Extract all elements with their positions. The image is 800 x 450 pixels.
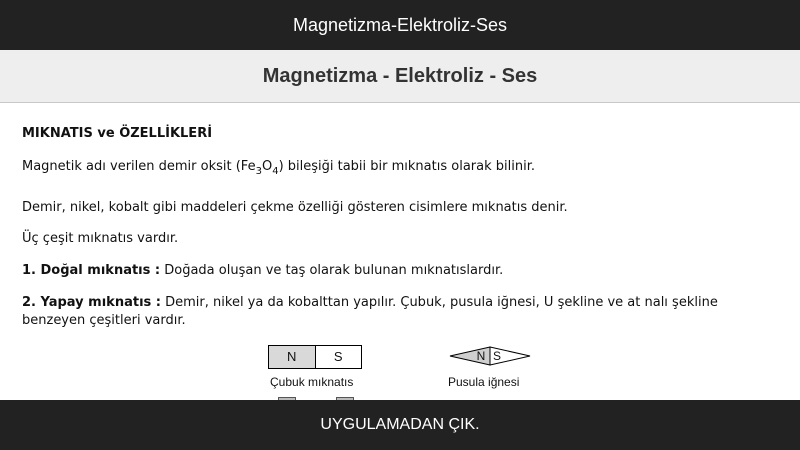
natural-magnet-label: 1. Doğal mıknatıs : [22,263,161,278]
artificial-magnet-label: 2. Yapay mıknatıs : [22,295,161,310]
p1-sub2: 4 [272,166,279,177]
page-title: Magnetizma - Elektroliz - Ses [262,64,538,87]
exit-app-label: UYGULAMADAN ÇIK. [320,416,480,433]
artificial-magnet-text: Demir, nikel ya da kobalttan yapılır. Çubuk, pusula iğnesi, U şekline ve at nalı şekline benzeyen çeşitleri vardır. [22,295,718,328]
app-title: Magnetizma-Elektroliz-Ses [292,14,508,35]
bar-magnet-figure [268,345,362,369]
page-header [0,50,800,103]
paragraph-magnetite [22,158,782,176]
compass-north: N [476,349,486,363]
p1-after: ) bileşiği tabii bir mıknatıs olarak bilinir. [278,159,535,174]
compass-needle-figure [448,346,532,366]
bar-magnet-caption: Çubuk mıknatıs [270,375,354,389]
p1-before: Magnetik adı verilen demir oksit (Fe [22,159,256,174]
section-title: MIKNATIS ve ÖZELLİKLERİ [22,126,213,141]
paragraph-artificial-magnet [22,294,782,330]
natural-magnet-text: Doğada oluşan ve taş olarak bulunan mıknatıslardır. [160,263,504,278]
content-area[interactable] [0,103,800,400]
p1-sub1: 3 [255,166,262,177]
bar-magnet-north: N [269,346,316,368]
compass-south: S [492,349,501,363]
app-title-bar [0,0,800,50]
compass-caption: Pusula iğnesi [448,375,520,389]
paragraph-natural-magnet [22,262,782,280]
paragraph-definition: Demir, nikel, kobalt gibi maddeleri çekme özelliği gösteren cisimlere mıknatıs denir. [22,200,568,215]
bar-magnet-south: S [316,346,362,368]
paragraph-types: Üç çeşit mıknatıs vardır. [22,231,179,246]
exit-app-button[interactable] [0,400,800,450]
p1-mid: O [261,159,273,174]
